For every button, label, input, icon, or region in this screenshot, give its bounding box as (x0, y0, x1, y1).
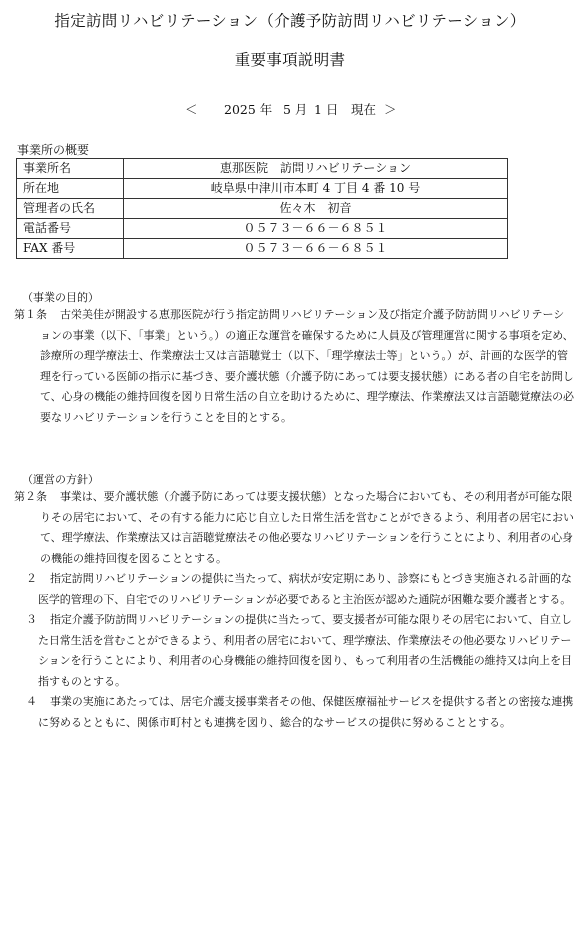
item-cont (26, 713, 574, 734)
row-value: ０５７３－６６－６８５１ (124, 219, 508, 239)
text-line: 指すものとする。 (38, 674, 126, 688)
table-row (17, 199, 508, 219)
text-line: 事業の実施にあたっては、居宅介護支援事業者その他、保健医療福祉サービスを提供する者との密接な連携 (50, 695, 574, 708)
text-line: 要なリハビリテーションを行うことを目的とする。 (40, 410, 293, 424)
article2-item-4 (26, 692, 574, 733)
article2-item-3 (26, 610, 574, 692)
article2-number: 第２条 (14, 490, 47, 503)
row-value: 岐阜県中津川市本町 4 丁目 4 番 10 号 (124, 179, 508, 199)
row-label: 管理者の氏名 (17, 199, 124, 219)
date-year: 2025 年 (224, 102, 273, 117)
item-number: ４ (26, 695, 37, 708)
item-cont (26, 590, 574, 611)
article1-number: 第１条 (14, 308, 47, 321)
text-line: 医学的管理の下、自宅でのリハビリテーションが必要であると主治医が認めた通院が困難な要介護者とする。 (38, 592, 572, 606)
summary-heading: 事業所の概要 (17, 143, 90, 157)
item-number: ２ (26, 572, 37, 585)
article1-text (14, 305, 574, 326)
document-title: 指定訪問リハビリテーション（介護予防訪問リハビリテーション） (54, 12, 526, 30)
table-row (17, 219, 508, 239)
text-line: た日常生活を営むことができるよう、利用者の居宅において、理学療法、作業療法その他必要なリハビリテー (38, 633, 572, 647)
item-number: ３ (26, 613, 37, 626)
text-line: の機能の維持回復を図ることとする。 (40, 551, 227, 565)
article2-item-2 (26, 569, 574, 610)
table-row (17, 179, 508, 199)
item-first-line (26, 610, 574, 631)
text-line: 指定訪問リハビリテーションの提供に当たって、病状が安定期にあり、診察にもとづき実施される計画的な (50, 572, 572, 585)
date-month: 5 月 (283, 102, 308, 117)
text-line: 事業は、要介護状態（介護予防にあっては要支援状態）となった場合においても、その利用者が可能な限 (60, 490, 573, 503)
date-suffix: 現在 (351, 102, 377, 117)
table-row (17, 239, 508, 259)
article2-paragraph (14, 487, 574, 569)
row-label: 電話番号 (17, 219, 124, 239)
summary-table (16, 158, 508, 259)
article2-text-cont (14, 508, 574, 570)
text-line: 指定介護予防訪問リハビリテーションの提供に当たって、要支援者が可能な限りその居宅において、自立し (50, 613, 572, 626)
article2-text (14, 487, 574, 508)
text-line: ションを行うことにより、利用者の心身機能の維持回復を図り、もって利用者の生活機能の維持又は向上を目 (38, 654, 572, 667)
text-line: ョンの事業（以下、「事業」という。）の適正な運営を確保するために人員及び管理運営に関する事項を定め、 (40, 328, 574, 342)
text-line: 診療所の理学療法士、作業療法士又は言語聴覚士（以下、「理学療法士等」という。）が、計画的な医学的管 (40, 349, 568, 362)
article1-heading: （事業の目的） (22, 291, 99, 304)
row-value: 恵那医院 訪問リハビリテーション (124, 159, 508, 179)
article1-paragraph (14, 305, 574, 428)
row-value: ０５７３－６６－６８５１ (124, 239, 508, 259)
row-label: FAX 番号 (17, 239, 124, 259)
date-close-bracket: ＞ (384, 102, 397, 117)
text-line: に努めるとともに、関係市町村とも連携を図り、総合的なサービスの提供に努めることとする。 (38, 715, 511, 729)
item-first-line (26, 569, 574, 590)
text-line: りその居宅において、その有する能力に応じ自立した日常生活を営むことができるよう、利用者の居宅におい (40, 510, 574, 524)
row-value: 佐々木 初音 (124, 199, 508, 219)
table-row (17, 159, 508, 179)
item-first-line (26, 692, 574, 713)
row-label: 事業所名 (17, 159, 124, 179)
date-day: 1 日 (314, 102, 339, 117)
text-line: て、心身の機能の維持回復を図り日常生活の自立を助けるために、理学療法、作業療法又は言語聴覚療法の必 (40, 390, 574, 403)
item-cont (26, 631, 574, 693)
article1-text-cont (14, 326, 574, 429)
text-line: 理を行っている医師の指示に基づき、要介護状態（介護予防にあっては要支援状態）にある者の自宅を訪問し (40, 369, 574, 383)
date-open-bracket: ＜ (185, 102, 198, 117)
document-subtitle: 重要事項説明書 (234, 51, 346, 69)
text-line: て、理学療法、作業療法又は言語聴覚療法その他必要なリハビリテーションを行うことにより、利用者の心身 (40, 531, 573, 544)
article2-heading: （運営の方針） (22, 473, 99, 486)
text-line: 古栄美佳が開設する恵那医院が行う指定訪問リハビリテーション及び指定介護予防訪問リハビリテーシ (60, 308, 565, 321)
row-label: 所在地 (17, 179, 124, 199)
